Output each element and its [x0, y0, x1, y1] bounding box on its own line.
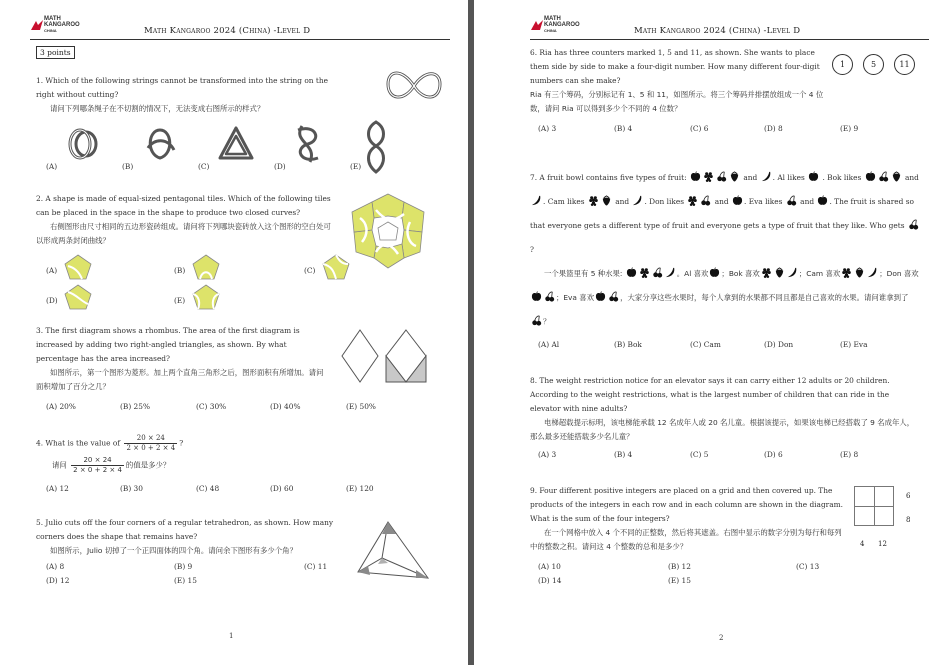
fraction-zh: [71, 456, 124, 475]
zh-eva: ；Eva 喜欢: [556, 293, 595, 302]
option-e[interactable]: (E): [174, 296, 186, 305]
page-header: [530, 16, 929, 40]
question-text-en: Which of the following strings cannot be transformed into the string on the right without cutting?: [36, 76, 328, 99]
banana-icon: [665, 267, 676, 278]
section-points: 3 points: [36, 46, 75, 59]
apple-icon: [531, 291, 542, 302]
option-e[interactable]: (E) 15: [668, 576, 691, 585]
question-9-options: [538, 562, 838, 590]
knot-c-figure: [216, 124, 256, 164]
question-6-zh: Ria 有三个筹码，分别标记有 1、5 和 11，如图所示。将三个筹码并排摆放组成一个 4 位数，请问 Ria 可以得到多少个不同的 4 位数？: [530, 90, 824, 113]
tile-b-figure: [192, 254, 220, 280]
page-2: [474, 0, 949, 665]
strawberry-icon: [854, 267, 865, 278]
question-number: 7.: [530, 173, 538, 182]
question-text-en-end: . The fruit is shared so that everyone gets a different type of fruit and everyone gets a type of fruit that they like. Who gets: [530, 197, 914, 230]
zh-question-mark: ？: [543, 317, 551, 326]
knot-a-figure: [62, 124, 102, 164]
header-title: Math Kangaroo 2024 (China) -Level D: [144, 26, 311, 36]
tile-c-figure: [322, 254, 350, 280]
logo-text-2: KANGAROO: [544, 22, 580, 28]
apple-icon: [709, 267, 720, 278]
option-e[interactable]: (E) Eva: [840, 340, 868, 349]
fraction: [124, 434, 177, 453]
fraction-numerator: 20 × 24: [71, 456, 124, 466]
pentagon-tiles-figure: [346, 192, 430, 272]
fraction-denominator: 2 × 0 + 2 × 4: [126, 444, 176, 452]
question-number: 1.: [36, 76, 44, 85]
question-7: [530, 166, 920, 262]
option-a[interactable]: (A): [46, 266, 58, 275]
option-c[interactable]: (C) 48: [196, 484, 220, 493]
question-1: [36, 74, 348, 102]
math-kangaroo-logo: [530, 16, 590, 36]
cherries-icon: [531, 315, 542, 326]
text-and: and: [904, 173, 919, 182]
option-b[interactable]: (B) Bok: [614, 340, 642, 349]
apple-icon: [732, 195, 743, 206]
question-8-options: [538, 450, 878, 462]
grapes-icon: [841, 267, 852, 278]
question-number: 4.: [36, 438, 44, 448]
question-number: 2.: [36, 194, 44, 203]
option-d[interactable]: (D) 60: [270, 484, 294, 493]
grapes-icon: [687, 195, 698, 206]
strawberry-icon: [774, 267, 785, 278]
option-b[interactable]: (B) 12: [668, 562, 691, 571]
option-c[interactable]: (C) 13: [796, 562, 820, 571]
apple-icon: [690, 171, 701, 182]
grapes-icon: [588, 195, 599, 206]
cherries-icon: [544, 291, 555, 302]
text-likes: likes: [765, 197, 783, 206]
question-6: [530, 46, 826, 88]
tile-a-figure: [64, 254, 92, 280]
zh-end: 享这些水果时，每个人拿到的水果都不同且都是自己喜欢的水果。请问谁拿到了: [649, 293, 909, 302]
option-b[interactable]: (B): [174, 266, 186, 275]
zh-don: ；Don 喜欢: [879, 269, 919, 278]
apple-icon: [626, 267, 637, 278]
strawberry-icon: [891, 171, 902, 182]
option-a[interactable]: (A) 12: [46, 484, 69, 493]
question-number: 3.: [36, 326, 44, 335]
text-and: and: [800, 197, 815, 206]
option-d[interactable]: (D) 14: [538, 576, 562, 585]
logo-text-1: MATH: [44, 16, 61, 22]
question-7-options: [538, 340, 878, 352]
text-al-likes: . Al likes: [772, 173, 805, 182]
text-bok-likes: . Bok likes: [822, 173, 862, 182]
question-number: 8.: [530, 376, 538, 385]
logo-text-3: CHINA: [544, 28, 557, 33]
strawberry-icon: [601, 195, 612, 206]
question-number: 9.: [530, 486, 538, 495]
counter-11: 11: [894, 54, 915, 75]
question-text-en: What is the value of: [45, 438, 121, 448]
fraction-numerator: 20 × 24: [124, 434, 177, 444]
cherries-icon: [878, 171, 889, 182]
question-text-en: A shape is made of equal-sized pentagonal tiles. Which of the following tiles can be placed in the space in the shape to produce two closed curves?: [36, 194, 331, 217]
question-2-options: [36, 252, 336, 312]
question-1-options: [36, 118, 366, 176]
counters-figure: [832, 54, 922, 76]
banana-icon: [867, 267, 878, 278]
question-text-en: Four different positive integers are placed on a grid and then covered up. The products of the integers in each row and in each column are shown in the diagram. What is the sum of the four integers?: [530, 486, 843, 523]
option-b[interactable]: (B) 9: [174, 562, 193, 571]
question-text-en: Ria has three counters marked 1, 5 and 11, as shown. She wants to place them side by side to make a four-digit number. How many different four-digit numbers can she make?: [530, 48, 820, 85]
question-3: [36, 324, 328, 366]
infinity-string-figure: [384, 64, 444, 108]
page-number: 1: [229, 632, 234, 640]
kangaroo-icon: [30, 18, 44, 32]
cherries-icon: [908, 219, 919, 230]
page-number: 2: [719, 634, 724, 642]
option-e[interactable]: (E) 120: [346, 484, 374, 493]
option-b[interactable]: (B) 25%: [120, 402, 150, 411]
option-c[interactable]: (C) Cam: [690, 340, 721, 349]
question-2-zh: 右侧图形由尺寸相同的五边形瓷砖组成。请问将下列哪块瓷砖放入这个图形的空白处可以形成两条封闭曲线？: [36, 222, 331, 245]
question-text-en: Julio cuts off the four corners of a regular tetrahedron, as shown. How many corners does the shape that remains have?: [36, 518, 334, 541]
strawberry-icon: [729, 171, 740, 182]
tetrahedron-figure: [352, 518, 432, 590]
tile-d-figure: [64, 284, 92, 310]
cherries-icon: [716, 171, 727, 182]
option-a[interactable]: (A) Al: [538, 340, 560, 349]
question-2: [36, 192, 336, 220]
grid: [854, 486, 894, 526]
option-d[interactable]: (D) 12: [46, 576, 70, 585]
apple-icon: [808, 171, 819, 182]
cherries-icon: [786, 195, 797, 206]
option-b[interactable]: (B) 30: [120, 484, 143, 493]
math-kangaroo-logo: [30, 16, 90, 36]
option-d[interactable]: (D) 6: [764, 450, 783, 459]
option-a[interactable]: (A) 20%: [46, 402, 76, 411]
knot-b-figure: [140, 124, 180, 164]
text-and: and: [615, 197, 630, 206]
row-product-1: 6: [906, 492, 911, 500]
option-a[interactable]: (A) 3: [538, 450, 557, 459]
counter-1: 1: [832, 54, 853, 75]
question-9: [530, 484, 844, 526]
option-e[interactable]: (E) 9: [840, 124, 859, 133]
col-product-2: 12: [878, 540, 887, 548]
option-b[interactable]: (B) 4: [614, 124, 633, 133]
question-1-zh: 请问下列哪条绳子在不切割的情况下，无法变成右图所示的样式？: [50, 104, 265, 113]
option-c[interactable]: (C) 30%: [196, 402, 227, 411]
option-c[interactable]: (C): [198, 162, 210, 171]
banana-icon: [761, 171, 772, 182]
question-6-options: [538, 124, 878, 136]
knot-d-figure: [288, 122, 328, 166]
text-cam-likes: . Cam likes: [543, 197, 585, 206]
grapes-icon: [639, 267, 650, 278]
banana-icon: [632, 195, 643, 206]
option-d[interactable]: (D) 40%: [270, 402, 301, 411]
banana-icon: [531, 195, 542, 206]
knot-e-figure: [364, 118, 388, 176]
option-e[interactable]: (E) 8: [840, 450, 859, 459]
text-and: and: [714, 197, 729, 206]
option-c[interactable]: (C) 11: [304, 562, 328, 571]
question-3-options: [46, 402, 376, 414]
question-5-options: [46, 562, 346, 590]
option-d[interactable]: (D) Don: [764, 340, 794, 349]
apple-icon: [595, 291, 606, 302]
kangaroo-icon: [530, 18, 544, 32]
option-b[interactable]: (B): [122, 162, 134, 171]
option-a[interactable]: (A) 10: [538, 562, 561, 571]
option-a[interactable]: (A): [46, 162, 58, 171]
text-eva-likes: . Eva: [744, 197, 763, 206]
zh-share: ，大家分: [620, 293, 650, 302]
option-e[interactable]: (E): [350, 162, 362, 171]
logo-text-2: KANGAROO: [44, 22, 80, 28]
tile-e-figure: [192, 284, 220, 310]
option-d[interactable]: (D): [46, 296, 58, 305]
question-4: [36, 434, 356, 453]
option-d[interactable]: (D): [274, 162, 286, 171]
question-5: [36, 516, 348, 544]
question-mark: ?: [530, 245, 534, 254]
question-4-zh: [52, 456, 352, 475]
grapes-icon: [703, 171, 714, 182]
option-d[interactable]: (D) 8: [764, 124, 783, 133]
zh-suffix: 的值是多少？: [125, 460, 171, 470]
apple-icon: [865, 171, 876, 182]
banana-icon: [787, 267, 798, 278]
zh-cam: ；Cam 喜欢: [798, 269, 841, 278]
question-text-en: The first diagram shows a rhombus. The area of the first diagram is increased by adding two right-angled triangles, as shown. By what percentage has the area increased?: [36, 326, 300, 363]
question-3-zh: 如图所示，第一个图形为菱形。加上两个直角三角形之后，图形面积有所增加。请问面积增加了百分之几？: [36, 368, 324, 391]
text-don-likes: . Don likes: [644, 197, 685, 206]
question-text-en: A fruit bowl contains five types of fruit:: [539, 173, 687, 182]
page-1: [0, 0, 468, 665]
row-product-2: 8: [906, 516, 911, 524]
zh-al: 。Al 喜欢: [676, 269, 709, 278]
cherries-icon: [652, 267, 663, 278]
cherries-icon: [608, 291, 619, 302]
option-c[interactable]: (C) 5: [690, 450, 709, 459]
grapes-icon: [761, 267, 772, 278]
logo-text-3: CHINA: [44, 28, 57, 33]
cherries-icon: [700, 195, 711, 206]
question-7-zh: [530, 262, 920, 334]
option-e[interactable]: (E) 50%: [346, 402, 376, 411]
zh-intro: 一个果篮里有 5 种水果:: [544, 269, 623, 278]
product-grid-figure: [854, 486, 914, 552]
fraction-denominator: 2 × 0 + 2 × 4: [73, 466, 122, 474]
zh-prefix: 请问: [52, 460, 67, 470]
option-b[interactable]: (B) 4: [614, 450, 633, 459]
question-8: [530, 374, 920, 416]
col-product-1: 4: [860, 540, 865, 548]
question-8-zh: 电梯超载提示标明，该电梯能承载 12 名成年人或 20 名儿童。根据该提示，如果该电梯已经搭载了 9 名成年人，那么最多还能搭载多少名儿童？: [530, 418, 915, 441]
option-e[interactable]: (E) 15: [174, 576, 197, 585]
question-9-zh: 在一个网格中放入 4 个不同的正整数，然后将其遮盖。右图中显示的数字分别为每行和每列中的整数之积。请问这 4 个整数的总和是多少？: [530, 528, 842, 551]
rhombus-figure: [340, 326, 434, 388]
header-title: Math Kangaroo 2024 (China) -Level D: [634, 26, 801, 36]
question-mark: ?: [179, 438, 184, 448]
counter-5: 5: [863, 54, 884, 75]
question-4-options: [46, 484, 376, 496]
option-c[interactable]: (C) 6: [690, 124, 709, 133]
option-a[interactable]: (A) 3: [538, 124, 557, 133]
question-number: 5.: [36, 518, 44, 527]
question-text-en: The weight restriction notice for an elevator says it can carry either 12 adults or 20 children. According to the weight restrictions, what is the largest number of children that can ride in the elevator with nine adults?: [530, 376, 890, 413]
option-c[interactable]: (C): [304, 266, 316, 275]
question-number: 6.: [530, 48, 538, 57]
logo-text-1: MATH: [544, 16, 561, 22]
question-5-zh: 如图所示，Julio 切掉了一个正四面体的四个角。请问余下图形有多少个角？: [50, 546, 297, 555]
apple-icon: [817, 195, 828, 206]
zh-bok: ；Bok 喜欢: [721, 269, 760, 278]
page-header: [30, 16, 450, 40]
text-and: and: [743, 173, 758, 182]
option-a[interactable]: (A) 8: [46, 562, 65, 571]
